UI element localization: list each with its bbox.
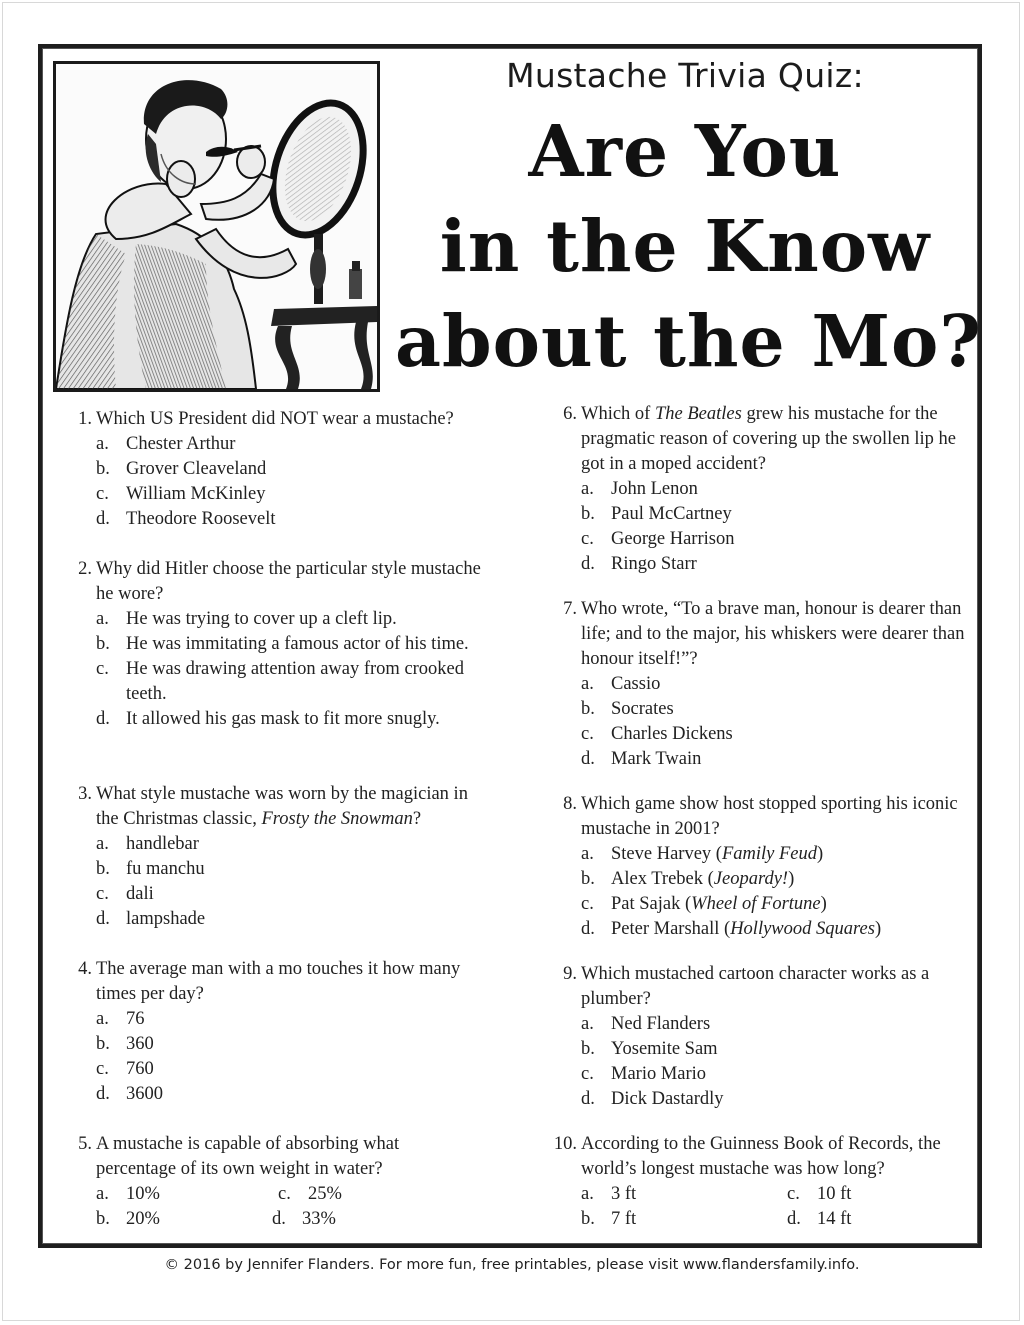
title-line: in the Know bbox=[439, 204, 931, 288]
answer-option: b. fu manchu bbox=[96, 859, 205, 879]
question-5 bbox=[66, 1132, 466, 1232]
answer-option: b. 7 ft bbox=[581, 1209, 637, 1229]
answer-option: a. Steve Harvey (Family Feud) bbox=[581, 844, 824, 864]
question-number: 3. bbox=[78, 784, 92, 804]
answer-option: c. 25% bbox=[278, 1184, 342, 1204]
question-number: 10. bbox=[553, 1134, 577, 1154]
answer-option: a. 3 ft bbox=[581, 1184, 637, 1204]
answer-option: c. Pat Sajak (Wheel of Fortune) bbox=[581, 894, 827, 914]
quiz-title bbox=[395, 104, 982, 389]
answer-option: c. Charles Dickens bbox=[581, 724, 733, 744]
answer-option: c. William McKinley bbox=[96, 484, 266, 504]
answer-option: b. Yosemite Sam bbox=[581, 1039, 718, 1059]
answer-option: c. He was drawing attention away from crooked teeth. bbox=[96, 659, 465, 704]
answer-option: a. Cassio bbox=[581, 674, 661, 694]
question-number: 5. bbox=[78, 1134, 92, 1154]
answer-option: a. handlebar bbox=[96, 834, 199, 854]
answer-option: c. dali bbox=[96, 884, 154, 904]
question-6 bbox=[551, 402, 976, 577]
question-4 bbox=[66, 957, 466, 1107]
answer-option: d. Peter Marshall (Hollywood Squares) bbox=[581, 919, 882, 939]
question-2 bbox=[66, 557, 486, 732]
answer-option: c. George Harrison bbox=[581, 529, 735, 549]
answer-option: d. lampshade bbox=[96, 909, 206, 929]
answer-option: b. 360 bbox=[96, 1034, 154, 1054]
question-10 bbox=[551, 1132, 951, 1232]
question-number: 4. bbox=[78, 959, 92, 979]
question-stem: 2. Why did Hitler choose the particular style mustache he wore? bbox=[66, 557, 486, 607]
answer-option: d. Mark Twain bbox=[581, 749, 702, 769]
answer-option: b. 20% bbox=[96, 1209, 160, 1229]
answer-option: d. 33% bbox=[272, 1209, 336, 1229]
answer-option: b. Socrates bbox=[581, 699, 674, 719]
answer-option: b. Alex Trebek (Jeopardy!) bbox=[581, 869, 795, 889]
question-1 bbox=[66, 407, 496, 532]
question-number: 7. bbox=[563, 599, 577, 619]
answer-option: d. 3600 bbox=[96, 1084, 163, 1104]
question-number: 8. bbox=[563, 794, 577, 814]
answer-option: c. 760 bbox=[96, 1059, 154, 1079]
question-stem: 1. Which US President did NOT wear a mustache? bbox=[66, 407, 496, 432]
question-number: 2. bbox=[78, 559, 92, 579]
question-number: 6. bbox=[563, 404, 577, 424]
question-8 bbox=[551, 792, 966, 942]
answer-option: b. Paul McCartney bbox=[581, 504, 732, 524]
answer-option: a. John Lenon bbox=[581, 479, 698, 499]
question-stem: 5. A mustache is capable of absorbing what percentage of its own weight in water? bbox=[66, 1132, 466, 1182]
answer-option: d. It allowed his gas mask to fit more snugly. bbox=[96, 709, 440, 729]
man-grooming-mustache-illustration bbox=[53, 61, 380, 392]
answer-option: d. Theodore Roosevelt bbox=[96, 509, 276, 529]
answer-option: d. Ringo Starr bbox=[581, 554, 697, 574]
question-number: 9. bbox=[563, 964, 577, 984]
question-stem: 7. Who wrote, “To a brave man, honour is dearer than life; and to the major, his whiskers were dearer than honour itself!”? bbox=[551, 597, 966, 672]
answer-option: a. Ned Flanders bbox=[581, 1014, 711, 1034]
answer-option: a. He was trying to cover up a cleft lip. bbox=[96, 609, 397, 629]
question-stem: 9. Which mustached cartoon character works as a plumber? bbox=[551, 962, 966, 1012]
answer-option: d. Dick Dastardly bbox=[581, 1089, 724, 1109]
question-stem: 10. According to the Guinness Book of Records, the world’s longest mustache was how long? bbox=[551, 1132, 951, 1182]
answer-option: b. Grover Cleaveland bbox=[96, 459, 267, 479]
answer-option: c. 10 ft bbox=[787, 1184, 852, 1204]
question-number: 1. bbox=[78, 409, 92, 429]
question-7 bbox=[551, 597, 966, 772]
question-3 bbox=[66, 782, 491, 932]
question-9 bbox=[551, 962, 966, 1112]
question-stem: 3. What style mustache was worn by the magician in the Christmas classic, Frosty the Snowman? bbox=[66, 782, 491, 832]
answer-option: a. Chester Arthur bbox=[96, 434, 236, 454]
quiz-subtitle: Mustache Trivia Quiz: bbox=[506, 56, 864, 95]
question-stem: 8. Which game show host stopped sporting his iconic mustache in 2001? bbox=[551, 792, 966, 842]
title-line: Are You bbox=[528, 109, 842, 193]
title-line: about the Mo? bbox=[395, 299, 982, 383]
question-stem: 6. Which of The Beatles grew his mustache for the pragmatic reason of covering up the swollen lip he got in a moped accident? bbox=[551, 402, 976, 477]
answer-option: d. 14 ft bbox=[787, 1209, 852, 1229]
answer-option: a. 10% bbox=[96, 1184, 160, 1204]
answer-option: a. 76 bbox=[96, 1009, 145, 1029]
answer-option: b. He was immitating a famous actor of his time. bbox=[96, 634, 469, 654]
question-stem: 4. The average man with a mo touches it how many times per day? bbox=[66, 957, 466, 1007]
answer-option: c. Mario Mario bbox=[581, 1064, 707, 1084]
copyright-footer: © 2016 by Jennifer Flanders. For more fun, free printables, please visit www.flandersfamily.info. bbox=[164, 1257, 860, 1273]
